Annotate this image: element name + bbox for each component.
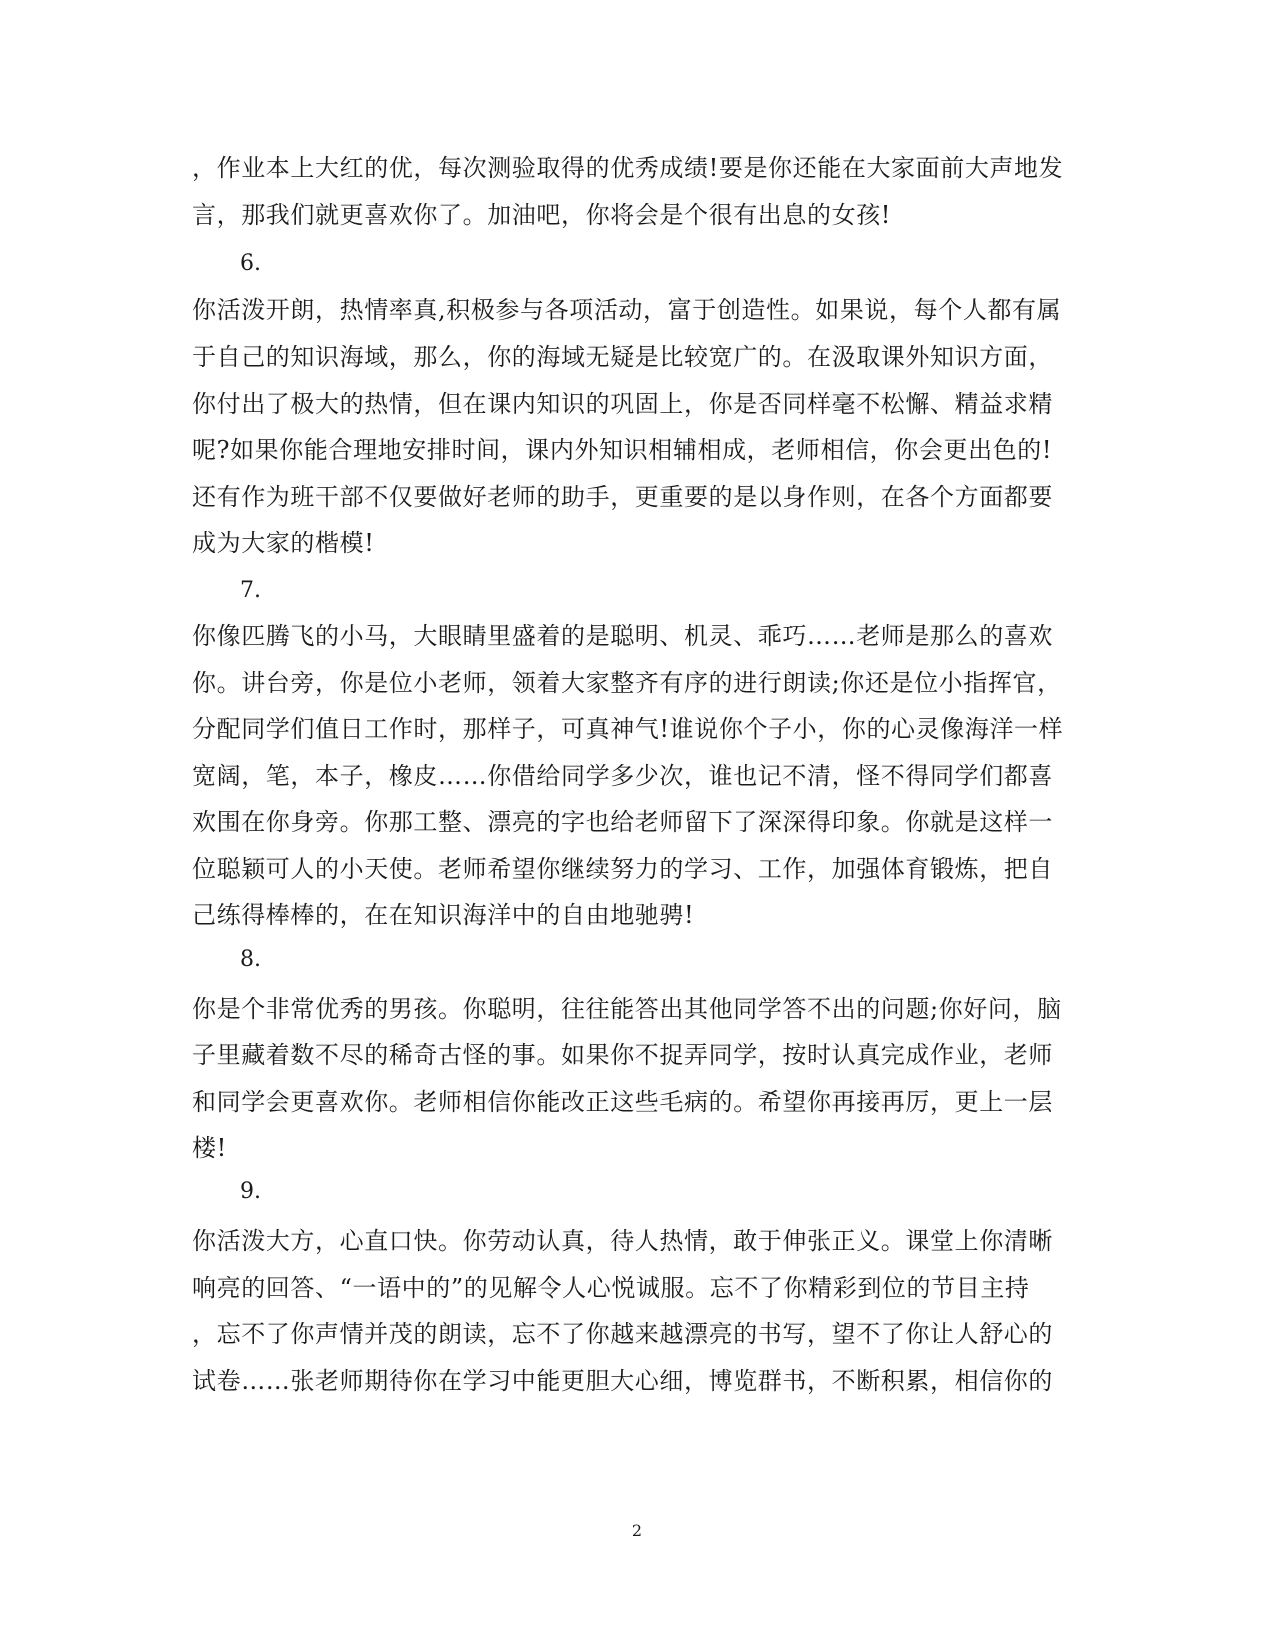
text-line: 试卷……张老师期待你在学习中能更胆大心细，博览群书，不断积累，相信你的 xyxy=(192,1367,1053,1395)
section-number: 7. xyxy=(240,578,261,603)
text-line: 响亮的回答、“一语中的”的见解令人心悦诚服。忘不了你精彩到位的节目主持 xyxy=(192,1274,1030,1302)
text-line: 你付出了极大的热情，但在课内知识的巩固上，你是否同样毫不松懈、精益求精 xyxy=(192,390,1053,418)
text-line: 呢?如果你能合理地安排时间，课内外知识相辅相成，老师相信，你会更出色的! xyxy=(192,436,1053,464)
text-line: 于自己的知识海域，那么，你的海域无疑是比较宽广的。在汲取课外知识方面， xyxy=(192,343,1053,371)
text-line: 你活泼开朗，热情率真,积极参与各项活动，富于创造性。如果说，每个人都有属 xyxy=(192,296,1062,324)
text-line: 你活泼大方，心直口快。你劳动认真，待人热情，敢于伸张正义。课堂上你清晰 xyxy=(192,1227,1053,1255)
text-line: 言，那我们就更喜欢你了。加油吧，你将会是个很有出息的女孩! xyxy=(192,201,892,229)
text-line: 分配同学们值日工作时，那样子，可真神气!谁说你个子小，你的心灵像海洋一样 xyxy=(192,715,1064,743)
page-number: 2 xyxy=(631,1521,643,1540)
text-line: 子里藏着数不尽的稀奇古怪的事。如果你不捉弄同学，按时认真完成作业，老师 xyxy=(192,1041,1053,1069)
text-line: 和同学会更喜欢你。老师相信你能改正这些毛病的。希望你再接再厉，更上一层 xyxy=(192,1088,1053,1116)
text-line: ，忘不了你声情并茂的朗读，忘不了你越来越漂亮的书写，望不了你让人舒心的 xyxy=(192,1320,1053,1348)
section-number: 6. xyxy=(240,251,261,276)
text-line: 位聪颖可人的小天使。老师希望你继续努力的学习、工作，加强体育锻炼，把自 xyxy=(192,855,1053,883)
text-line: 你是个非常优秀的男孩。你聪明，往往能答出其他同学答不出的问题;你好问，脑 xyxy=(192,995,1062,1023)
text-line: 己练得棒棒的，在在知识海洋中的自由地驰骋! xyxy=(192,901,695,929)
text-line: 成为大家的楷模! xyxy=(192,529,375,557)
text-line: 宽阔，笔，本子，橡皮……你借给同学多少次，谁也记不清，怪不得同学们都喜 xyxy=(192,762,1053,790)
text-line: 你。讲台旁，你是位小老师，领着大家整齐有序的进行朗读;你还是位小指挥官， xyxy=(192,669,1062,697)
text-line: 你像匹腾飞的小马，大眼睛里盛着的是聪明、机灵、乖巧……老师是那么的喜欢 xyxy=(192,622,1053,650)
text-line: 还有作为班干部不仅要做好老师的助手，更重要的是以身作则，在各个方面都要 xyxy=(192,483,1053,511)
section-number: 9. xyxy=(240,1179,261,1204)
text-line: ，作业本上大红的优，每次测验取得的优秀成绩!要是你还能在大家面前大声地发 xyxy=(192,154,1064,182)
text-line: 楼! xyxy=(192,1134,227,1162)
text-line: 欢围在你身旁。你那工整、漂亮的字也给老师留下了深深得印象。你就是这样一 xyxy=(192,808,1053,836)
section-number: 8. xyxy=(240,947,261,972)
